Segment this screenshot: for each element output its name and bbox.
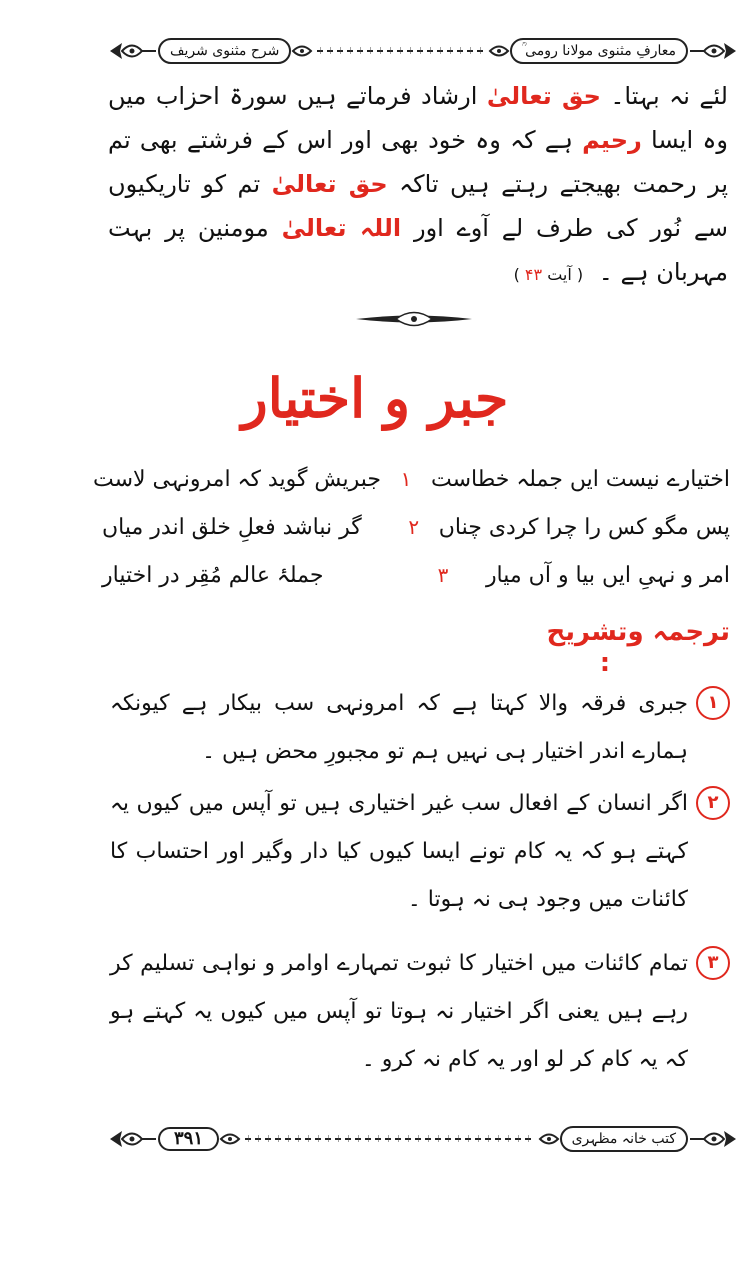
ayah-reference [514, 265, 584, 284]
persian-couplets [92, 455, 730, 599]
explanation-text: جبری فرقہ والا کہتا ہے کہ امرونہی سب بیکار ہے کیونکہ ہمارے اندر اختیار ہی نہیں ہم تو مجبورِ محض ہیں ۔ [110, 691, 688, 764]
intro-text: ہے کہ وہ خود بھی اور اس کے فرشتے بھی تم پر رحمت بھیجتے رہتے ہیں تاکہ [108, 126, 728, 198]
couplet-number: ۱ [400, 467, 412, 491]
ayah-number: ۴۳ [524, 265, 543, 284]
header-dotted-rule [317, 45, 483, 57]
couplet-row [102, 551, 730, 599]
section-divider-icon [352, 308, 476, 330]
fleuron-right-icon [688, 38, 738, 64]
publisher-label: کتب خانہ مظہری [560, 1126, 688, 1152]
ayah-suffix: ) [513, 265, 520, 284]
couplet-second-hemistich: جبریش گوید کہ امرونہی لاست [92, 466, 381, 492]
ayah-prefix: ( آیت [547, 265, 584, 284]
couplet-number: ۳ [437, 563, 449, 587]
section-title: جبر و اختیار [241, 366, 509, 430]
highlight-phrase: حق تعالیٰ [486, 82, 601, 110]
intro-text: ارشاد فرماتے ہیں سورۃ احزاب میں وہ ایسا [108, 82, 728, 154]
knot-ornament-icon [488, 42, 510, 60]
couplet-first-hemistich: اختیارے نیست ایں جملہ خطاست [430, 466, 730, 492]
couplet-second-hemistich: گر نباشد فعلِ خلق اندر میاں [102, 514, 362, 540]
translation-heading-text: ترجمہ وتشریح [546, 617, 730, 647]
couplet-number: ۲ [408, 515, 420, 539]
explanation-text: تمام کائنات میں اختیار کا ثبوت تمہارے اوامر و نواہی تسلیم کر رہے ہیں یعنی اگر اختیار نہ ہوتا تو آپس میں کیوں یہ کہتے ہو کہ یہ کام کر لو اور یہ کام نہ کرو ۔ [110, 951, 688, 1072]
intro-text: تم کو تاریکیوں سے نُور کی طرف لے آوے اور [108, 170, 729, 242]
page-footer [108, 1122, 738, 1156]
highlight-phrase: رحیم [582, 126, 642, 154]
translation-heading [520, 612, 730, 678]
fleuron-right-icon [688, 1126, 738, 1152]
knot-ornament-icon [538, 1130, 560, 1148]
intro-text: لئے نہ بہتا۔ [600, 82, 728, 110]
item-number-circle: ۲ [696, 786, 730, 820]
translation-heading-colon: : [599, 648, 611, 678]
knot-ornament-icon [219, 1130, 241, 1148]
couplet-first-hemistich: امر و نہیِ ایں بیا و آں میار [485, 562, 730, 588]
header-book-label: شرح مثنوی شریف [158, 38, 291, 64]
explanation-item [110, 940, 730, 1084]
couplet-first-hemistich: پس مگو کس را چرا کردی چناں [438, 514, 730, 540]
footer-dotted-rule [245, 1133, 534, 1145]
fleuron-left-icon [108, 1126, 158, 1152]
page-number: ۳۹۱ [158, 1127, 219, 1151]
intro-paragraph [108, 74, 728, 297]
fleuron-left-icon [108, 38, 158, 64]
couplet-row [102, 503, 730, 551]
page-header [108, 34, 738, 68]
highlight-phrase: حق تعالیٰ [271, 170, 388, 198]
item-number-circle: ۱ [696, 686, 730, 720]
intro-text: مومنین پر بہت مہربان ہے ۔ [108, 214, 728, 286]
highlight-phrase: اللہ تعالیٰ [281, 214, 402, 242]
header-series-label: معارفِ مثنوی مولانا رومی ؒ [510, 38, 688, 64]
item-number-circle: ۳ [696, 946, 730, 980]
explanation-item [110, 780, 730, 924]
knot-ornament-icon [291, 42, 313, 60]
couplet-second-hemistich: جملۂ عالم مُقِر در اختیار [102, 562, 324, 588]
explanation-item [110, 680, 730, 776]
couplet-row [92, 455, 730, 503]
explanation-text: اگر انسان کے افعال سب غیر اختیاری ہیں تو آپس میں کیوں یہ کہتے ہو کہ یہ کام تونے ایسا کیوں کیا دار وگیر اور احتساب کا کائنات میں وجود ہی نہ ہوتا ۔ [110, 791, 688, 912]
